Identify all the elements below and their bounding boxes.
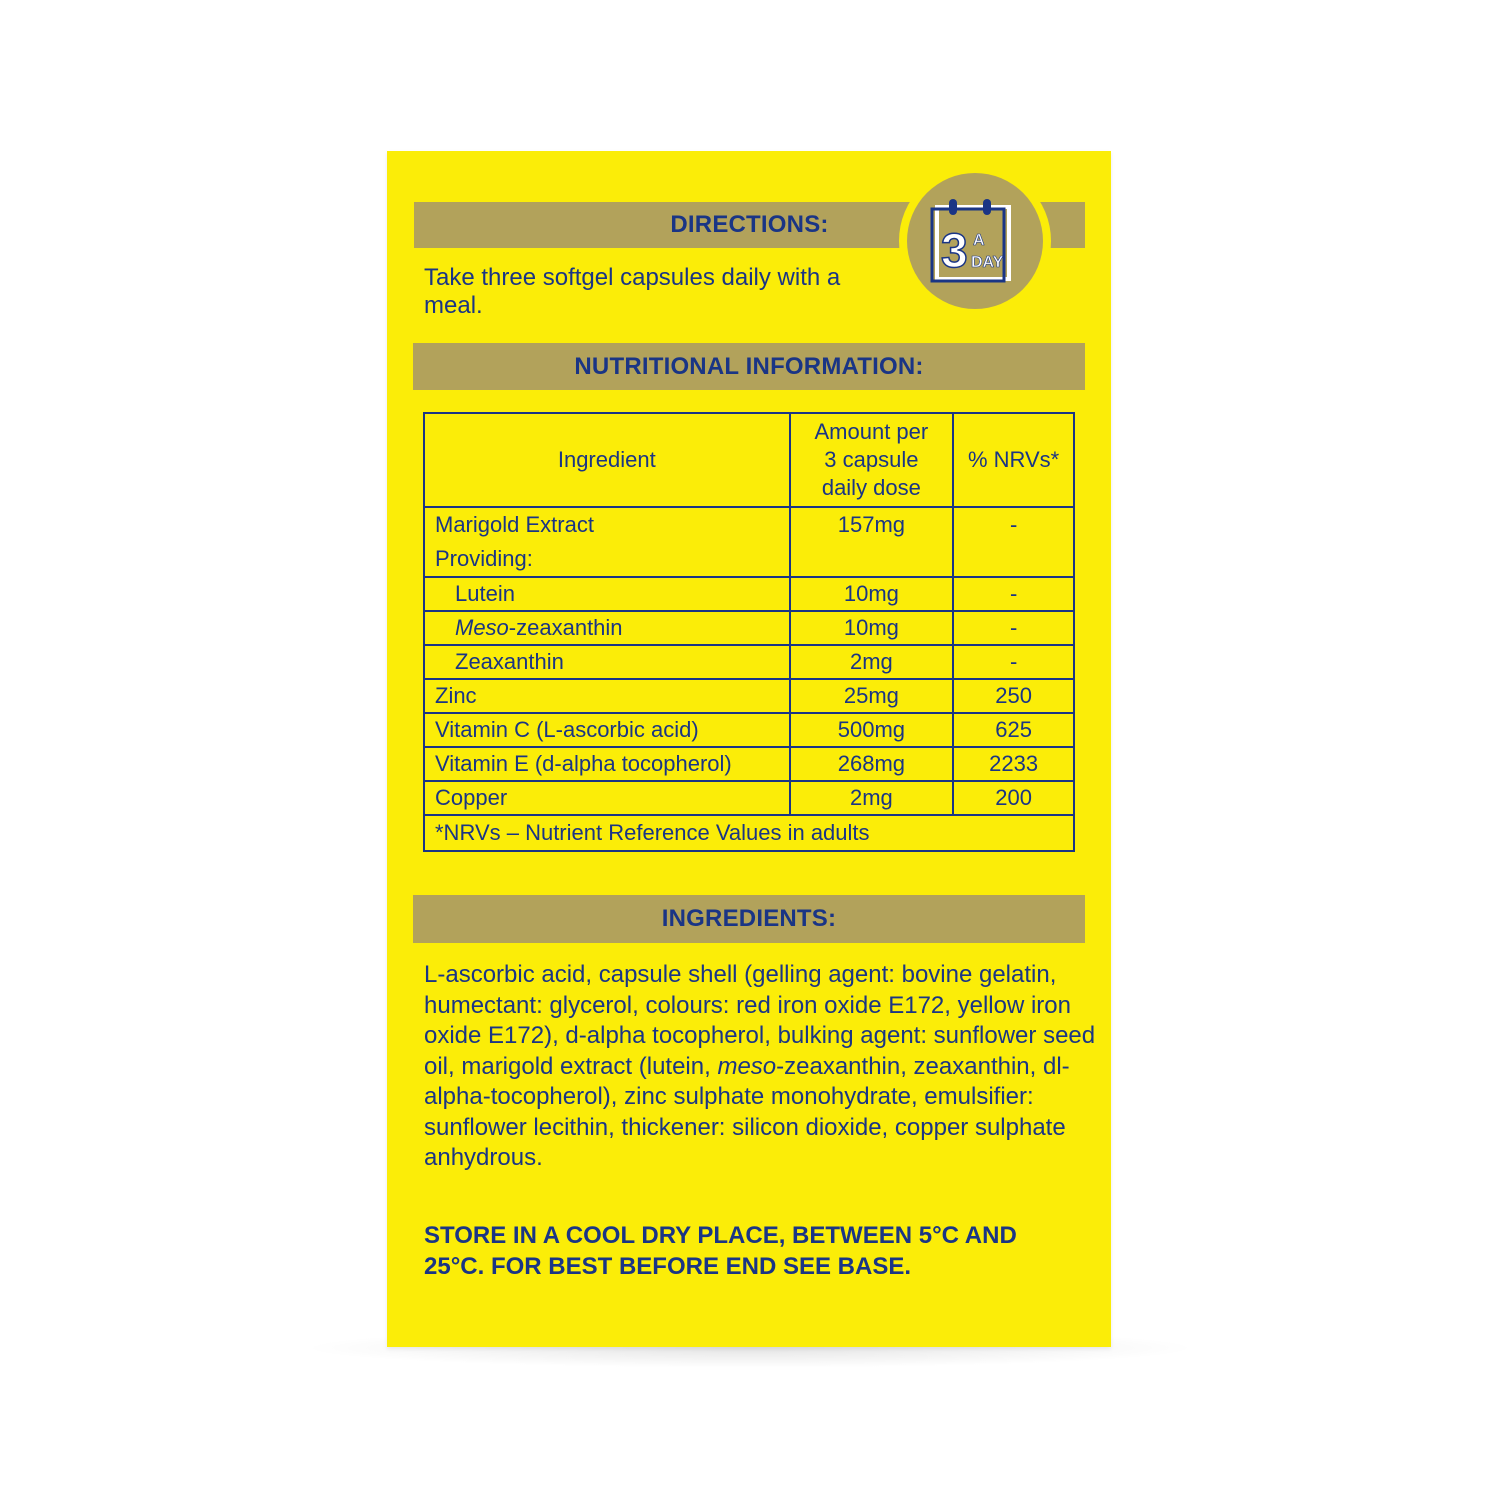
table-footnote-row <box>424 815 1074 851</box>
product-label-panel <box>387 151 1111 1347</box>
ingredient-cell: Zeaxanthin <box>424 645 790 679</box>
amount-cell: 2mg <box>790 645 954 679</box>
table-footnote: *NRVs – Nutrient Reference Values in adults <box>424 815 1074 851</box>
ingredient-sub: Providing: <box>435 546 533 571</box>
ingredient-cell: Copper <box>424 781 790 815</box>
ingredients-text-part2: -zeaxanthin, zeaxanthin, dl-alpha-tocopherol), zinc sulphate monohydrate, emulsifier: sunflower lecithin, thickener: silicon dioxide, copper sulphate anhydrous. <box>424 1052 1070 1171</box>
ingredient-cell: Lutein <box>424 577 790 611</box>
nutrition-heading: NUTRITIONAL INFORMATION: <box>413 343 1085 390</box>
directions-heading: DIRECTIONS: <box>414 202 1085 248</box>
table-row <box>424 679 1074 713</box>
amount-cell: 10mg <box>790 611 954 645</box>
amount-cell: 25mg <box>790 679 954 713</box>
ingredients-text <box>424 960 1104 1174</box>
table-row <box>424 747 1074 781</box>
nrv-cell: - <box>953 507 1074 577</box>
ingredient-cell <box>424 611 790 645</box>
amount-cell: 2mg <box>790 781 954 815</box>
nrv-cell: 625 <box>953 713 1074 747</box>
nrv-cell: - <box>953 611 1074 645</box>
dosage-badge <box>899 165 1051 317</box>
ingredients-heading: INGREDIENTS: <box>413 895 1085 943</box>
amount-cell: 157mg <box>790 507 954 577</box>
calendar-icon <box>929 193 1021 285</box>
nrv-cell: 200 <box>953 781 1074 815</box>
badge-number: 3 <box>941 225 968 278</box>
ingredient-cell: Vitamin C (L-ascorbic acid) <box>424 713 790 747</box>
badge-line1: A <box>973 232 985 249</box>
ingredient-rest-part: -zeaxanthin <box>508 615 623 640</box>
badge-line2: DAY <box>971 254 1004 271</box>
table-row <box>424 507 1074 577</box>
ingredient-cell: Vitamin E (d-alpha tocopherol) <box>424 747 790 781</box>
nrv-cell: 250 <box>953 679 1074 713</box>
ingredients-text-italic: meso <box>717 1052 777 1080</box>
table-row <box>424 611 1074 645</box>
table-row <box>424 645 1074 679</box>
ingredient-name: Marigold Extract <box>435 512 594 537</box>
ingredients-text-part1: L-ascorbic acid, capsule shell (gelling agent: bovine gelatin, humectant: glycerol, colours: red iron oxide E172, yellow iron oxide E172), d-alpha tocopherol, bulking agent: sunflower seed oil, marigold extract (lutein, <box>424 961 1096 1080</box>
table-row <box>424 781 1074 815</box>
amount-cell: 10mg <box>790 577 954 611</box>
nutrition-table <box>423 412 1075 852</box>
ingredient-cell <box>424 507 790 577</box>
storage-instructions: STORE IN A COOL DRY PLACE, BETWEEN 5°C AND 25°C. FOR BEST BEFORE END SEE BASE. <box>424 1222 1017 1280</box>
nrv-cell: 2233 <box>953 747 1074 781</box>
table-row <box>424 713 1074 747</box>
amount-cell: 268mg <box>790 747 954 781</box>
column-header-ingredient: Ingredient <box>424 413 790 507</box>
nrv-cell: - <box>953 577 1074 611</box>
ingredient-italic-part: Meso <box>455 615 509 640</box>
nrv-cell: - <box>953 645 1074 679</box>
amount-cell: 500mg <box>790 713 954 747</box>
ingredient-cell: Zinc <box>424 679 790 713</box>
directions-text: Take three softgel capsules daily with a meal. <box>424 264 841 319</box>
column-header-amount: Amount per 3 capsule daily dose <box>790 413 954 507</box>
table-row <box>424 577 1074 611</box>
column-header-nrv: % NRVs* <box>953 413 1074 507</box>
table-header-row <box>424 413 1074 507</box>
